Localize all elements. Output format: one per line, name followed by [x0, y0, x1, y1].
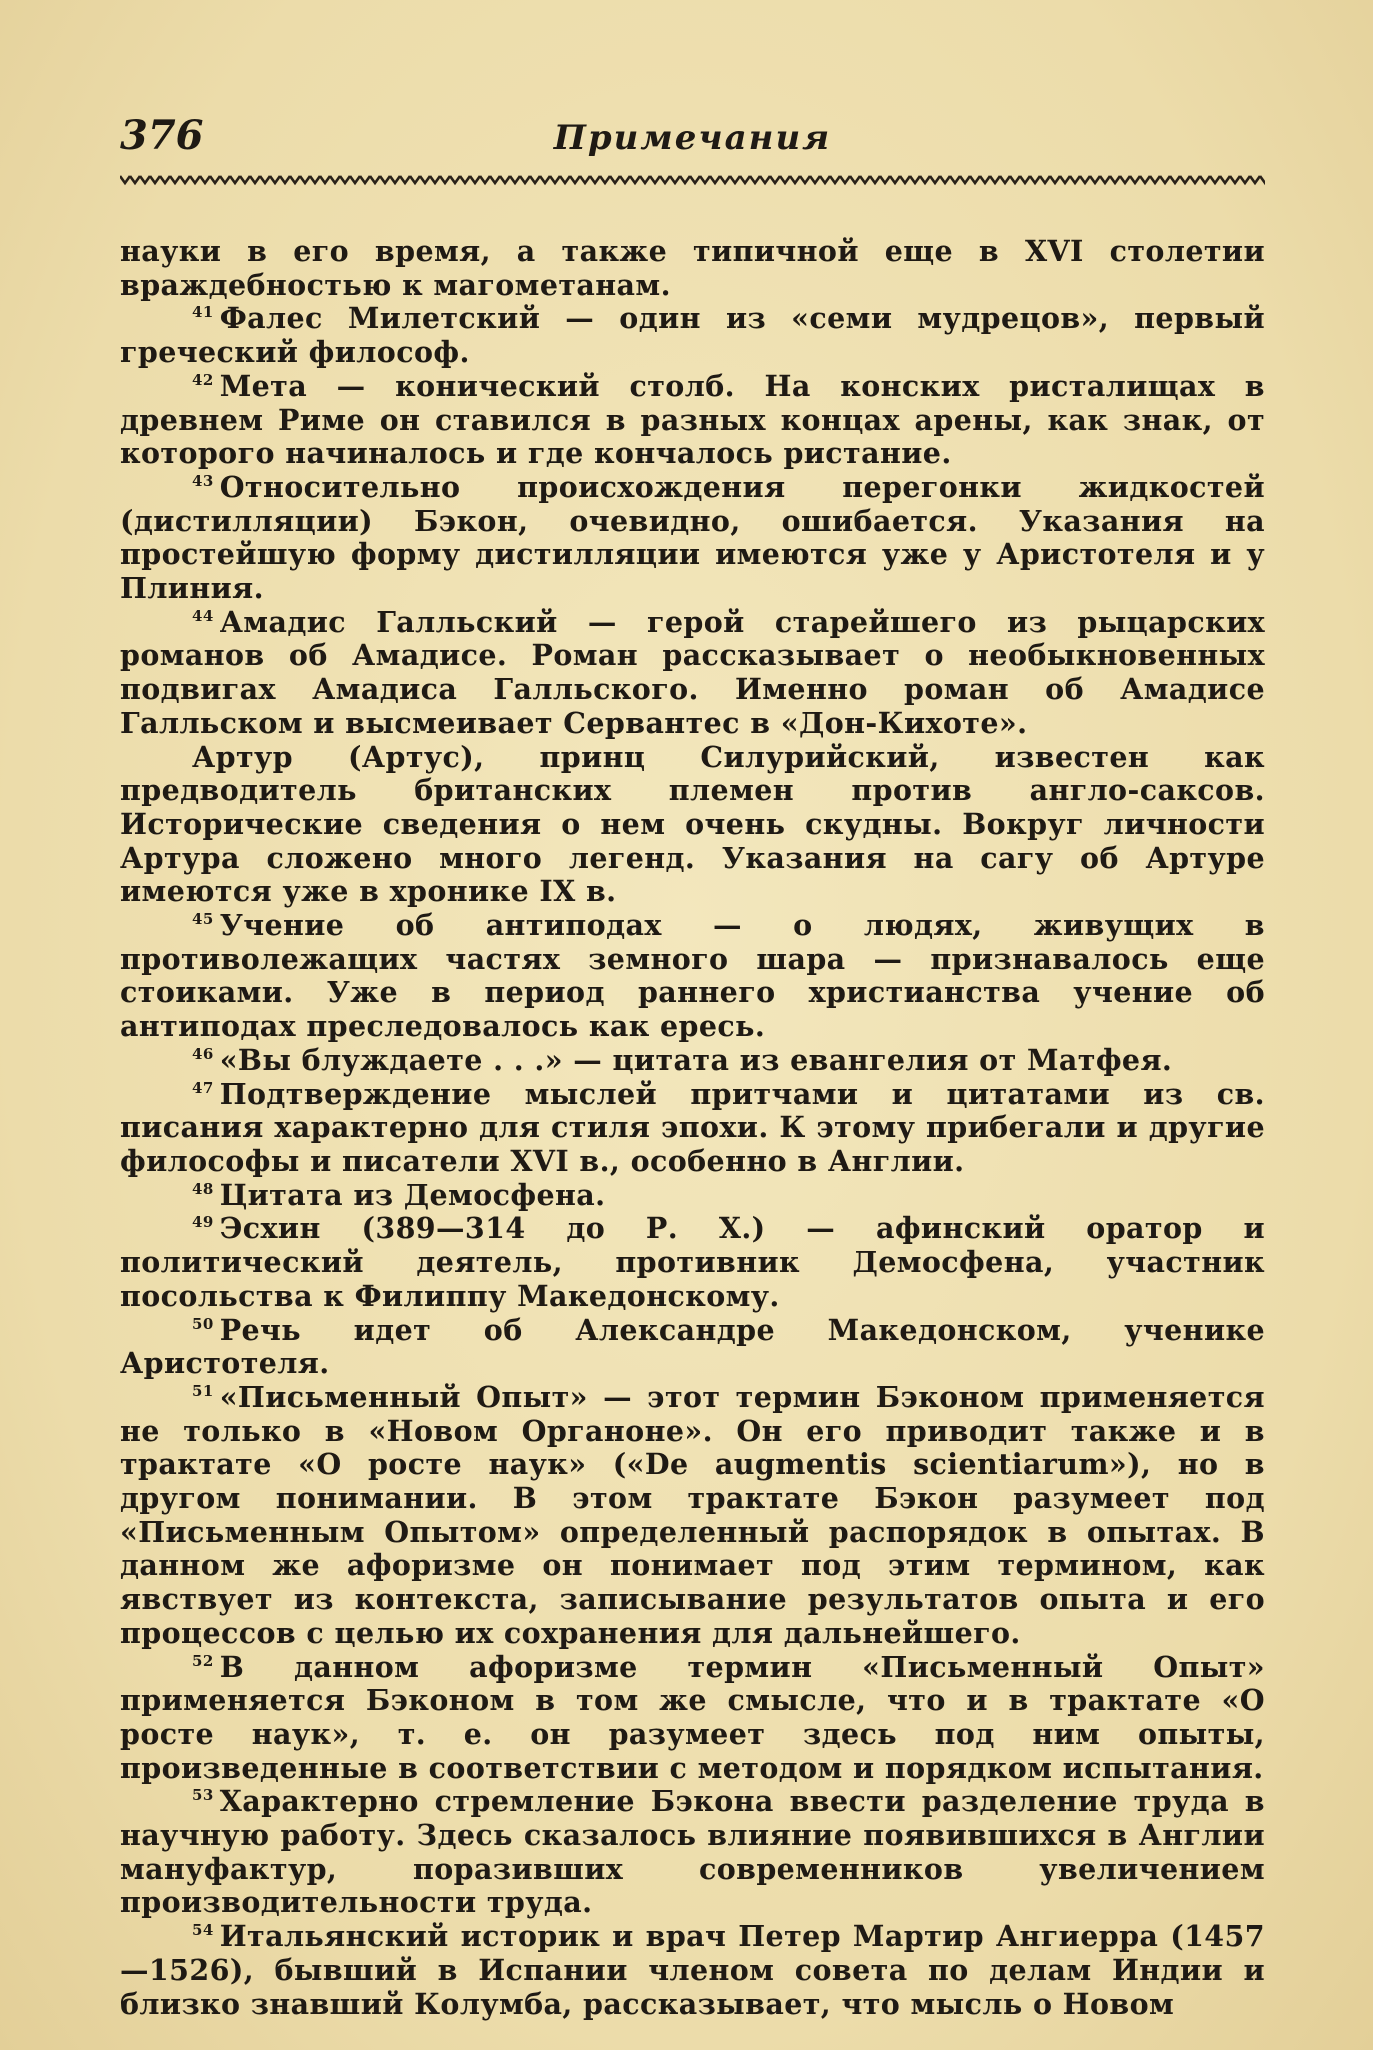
notes-text-block — [120, 235, 1265, 2021]
footnote-text: Амадис Галльский — герой старейшего из рыцарских романов об Амадисе. Роман рассказывает о необыкновенных подвигах Амадиса Галльского. Именно роман об Амадисе Галльском и высмеивает Сервантес в «Дон-Кихоте». — [120, 604, 1265, 740]
footnote-44 — [120, 606, 1265, 741]
footnote-number: 49 — [192, 1213, 214, 1232]
footnote-number: 44 — [192, 606, 214, 625]
footnote-49 — [120, 1212, 1265, 1313]
footnote-number: 51 — [192, 1381, 214, 1400]
footnote-number: 52 — [192, 1651, 214, 1670]
footnote-paragraph — [120, 235, 1265, 302]
footnote-47 — [120, 1078, 1265, 1179]
footnote-number: 50 — [192, 1314, 214, 1333]
footnote-52 — [120, 1651, 1265, 1786]
page-number: 376 — [120, 112, 204, 159]
footnote-51 — [120, 1381, 1265, 1651]
footnote-number: 54 — [192, 1921, 214, 1940]
footnote-text: Относительно происхождения перегонки жидкостей (дистилляции) Бэкон, очевидно, ошибается. Указания на простейшую форму дистилляции имеются уже у Аристотеля и у Плиния. — [120, 469, 1265, 606]
footnote-53 — [120, 1785, 1265, 1920]
footnote-46 — [120, 1044, 1265, 1078]
footnote-number: 45 — [192, 910, 214, 929]
footnote-text: Речь идет об Александре Македонском, ученике Аристотеля. — [120, 1312, 1265, 1381]
footnote-54 — [120, 1920, 1265, 2021]
footnote-text: Эсхин (389—314 до Р. Х.) — афинский оратор и политический деятель, противник Демосфена, участник посольства к Филиппу Македонскому. — [120, 1211, 1265, 1313]
footnote-45 — [120, 909, 1265, 1044]
footnote-number: 46 — [192, 1044, 214, 1063]
footnote-number: 41 — [192, 303, 214, 322]
footnote-text: Цитата из Демосфена. — [219, 1177, 606, 1212]
footnote-text: В данном афоризме термин «Письменный Опыт» применяется Бэконом в том же смысле, что и в трактате «О росте наук», т. е. он разумеет здесь под ним опыты, произведенные в соответствии с методом и порядком испытания. — [120, 1649, 1265, 1785]
footnote-42 — [120, 370, 1265, 471]
footnote-text: Учение об антиподах — о людях, живущих в противолежащих частях земного шара — признавалось еще стоиками. Уже в период раннего христианства учение об антиподах преследовалось как ересь. — [120, 908, 1265, 1044]
footnote-48 — [120, 1179, 1265, 1213]
footnote-paragraph — [120, 741, 1265, 910]
footnote-number: 53 — [192, 1786, 214, 1805]
footnote-text: Подтверждение мыслей притчами и цитатами из св. писания характерно для стиля эпохи. К этому прибегали и другие философы и писатели XVI в., особенно в Англии. — [120, 1076, 1265, 1178]
footnote-text: науки в его время, а также типичной еще в XVI столетии враждебностью к магометанам. — [120, 234, 1265, 302]
footnote-text: Мета — конический столб. На конских ристалищах в древнем Риме он ставился в разных концах арены, как знак, от которого начиналось и где кончалось ристание. — [120, 368, 1265, 471]
footnote-number: 48 — [192, 1179, 214, 1198]
footnote-50 — [120, 1314, 1265, 1381]
page-header — [120, 112, 1265, 170]
footnote-number: 47 — [192, 1078, 214, 1097]
footnote-text: «Вы блуждаете . . .» — цитата из евангелия от Матфея. — [219, 1042, 1173, 1077]
footnote-number: 43 — [192, 471, 214, 490]
footnote-text: «Письменный Опыт» — этот термин Бэконом применяется не только в «Новом Органоне». Он его приводит также и в трактате «О росте наук» («De augmentis scientiarum»), но в другом понимании. В этом трактате Бэкон разумеет под «Письменным Опытом» определенный распорядок в опытах. В данном же афоризме он понимает под этим термином, как явствует из контекста, записывание результатов опыта и его процессов с целью их сохранения для дальнейшего. — [120, 1379, 1265, 1650]
footnote-text: Характерно стремление Бэкона ввести разделение труда в научную работу. Здесь сказалось влияние появившихся в Англии мануфактур, поразивших современников увеличением производительности труда. — [120, 1784, 1265, 1920]
footnote-43 — [120, 471, 1265, 606]
footnote-number: 42 — [192, 370, 214, 389]
footnote-41 — [120, 302, 1265, 369]
footnote-text: Итальянский историк и врач Петер Мартир Ангиерра (1457—1526), бывший в Испании членом совета по делам Индии и близко знавший Колумба, рассказывает, что мысль о Новом — [120, 1919, 1265, 2021]
header-ornament-rule — [120, 172, 1265, 186]
footnote-text: Артур (Артус), принц Силурийский, известен как предводитель британских племен против англо-саксов. Исторические сведения о нем очень скудны. Вокруг личности Артура сложено много легенд. Указания на сагу об Артуре имеются уже в хронике IX в. — [120, 739, 1265, 909]
running-title: Примечания — [553, 118, 832, 158]
footnote-text: Фалес Милетский — один из «семи мудрецов», первый греческий философ. — [120, 301, 1265, 370]
